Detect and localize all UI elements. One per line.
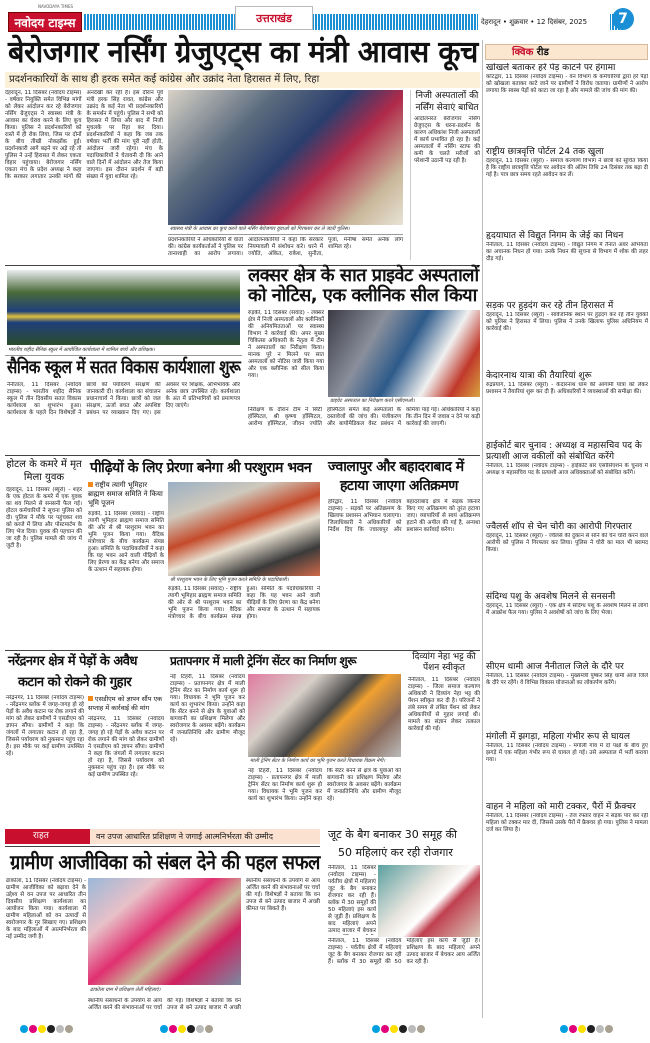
laksar-body-continued: निरीक्षण के दौरान टीम ने सिटी हॉस्पिटल, श्री कृष्णा हॉस्पिटल, आरोग्य हॉस्पिटल, जीवन ज्योति हॉस्पिटल समेत कई अस्पतालों के दस्तावेजों की जांच की। पंजीकरण और बायोमेडिकल वेस्ट प्रबंधन में कमियां पाई गईं। अधिकारियों ने कहा कि तीन दिन में जवाब न देने पर कड़ी कार्रवाई की जाएगी। [248,407,480,427]
narendranagar-kicker [88,695,164,713]
parshuram-headline: पीढ़ियों के लिए प्रेरणा बनेगा श्री परशुराम भवन [90,460,312,476]
hotel-body: देहरादून, 11 दिसंबर (ब्यूरो) - शहर के एक होटल के कमरे में एक युवक का शव मिलने से सनसनी फैल गई। होटल कर्मचारियों ने सूचना पुलिस को दी। पुलिस ने मौके पर पहुंचकर शव को कब्जे में लिया और पोस्टमार्टम के लिए भेज दिया। युवक की पहचान की जा रही है। पुलिस मामले की जांच में जुटी है। [6,487,82,549]
laksar-headline-line2: को नोटिस, एक क्लीनिक सील किया [248,285,477,306]
quick-read-headline: सीएम धामी आज नैनीताल जिले के दौरे पर [486,662,624,672]
pratapnagar-body-continued: नई टिहरी, 11 दिसंबर (नवोदय टाइम्स) - प्रतापनगर क्षेत्र में माली ट्रेनिंग सेंटर का निर्माण कार्य शुरू हो गया। विधायक ने भूमि पूजन कर कार्य का शुभारंभ किया। उन्होंने कहा कि सेंटर बनने से क्षेत्र के युवाओं को बागवानी का प्रशिक्षण मिलेगा और स्वरोजगार के अवसर बढ़ेंगे। कार्यक्रम में जनप्रतिनिधि और ग्रामीण मौजूद रहे। [248,768,401,802]
jute-headline-line2: 50 महिलाएं कर रही रोजगार [338,846,453,859]
parshuram-kicker [88,481,164,508]
lead-photo-caption: स्वास्थ्य मंत्री के आवास का कूच करने वाले नर्सिंग बेरोजगार युवाओं को गिरफ्तार कर ले जाती पुलिस। [170,226,350,232]
quick-read-title: रीड [536,47,549,58]
pratapnagar-body: नई टिहरी, 11 दिसंबर (नवोदय टाइम्स) - प्रतापनगर क्षेत्र में माली ट्रेनिंग सेंटर का निर्माण कार्य शुरू हो गया। विधायक ने भूमि पूजन कर कार्य का शुभारंभ किया। उन्होंने कहा कि सेंटर बनने से क्षेत्र के युवाओं को बागवानी का प्रशिक्षण मिलेगा और स्वरोजगार के अवसर बढ़ेंगे। कार्यक्रम में जनप्रतिनिधि और ग्रामीण मौजूद रहे। [170,674,245,743]
parshuram-side [88,481,164,648]
quick-read-headline: हृदयाघात से विद्युत निगम के जेई का निधन [486,231,624,241]
color-registration-dot [381,1025,389,1033]
color-registration-dot [205,1025,213,1033]
pratapnagar-caption: माली ट्रेनिंग सेंटर के निर्माण कार्य का भूमि पूजन करते विधायक विक्रम नेगी। [250,758,386,764]
gramin-body: ढाकोला, 11 दिसंबर (नवोदय टाइम्स) - ग्रामीण आजीविका को बढ़ावा देने के उद्देश्य से वन उपज पर आधारित तीन दिवसीय प्रशिक्षण कार्यशाला का आयोजन किया गया। कार्यशाला में ग्रामीण महिलाओं को वन उत्पादों से स्वरोजगार के गुर सिखाए गए। प्रशिक्षण के बाद महिलाओं में आत्मनिर्भरता की नई उम्मीद जगी है। [6,878,86,940]
quick-read-item [486,802,648,869]
color-registration-dot [417,1025,425,1033]
quick-read-header [485,44,648,60]
quick-read-body: कोटद्वार, 11 दिसंबर (नवोदय टाइम्स) - वन विभाग के कर्मचारियों द्वारा हरे पेड़ों को खोखला बताकर काटे जाने पर ग्रामीणों ने विरोध जताया। ग्रामीणों ने आरोप लगाया कि स्वस्थ पेड़ों को काटा जा रहा है और मामले की जांच की मांग की। [486,74,648,94]
color-registration-dot [408,1025,416,1033]
gramin-photo [88,878,241,985]
jute-body: नैनीताल, 11 दिसंबर (नवोदय टाइम्स) - पर्वतीय क्षेत्रों में महिलाएं जूट के बैग बनाकर रोजगार कर रही हैं। ब्लॉक में 30 समूहों की 50 महिलाएं इस कार्य से जुड़ी हैं। प्रशिक्षण के बाद महिलाएं अपने उत्पाद बाजार में बेचकर [328,865,376,934]
color-registration-dot [47,1025,55,1033]
quick-read-headline: मंगोली में झगड़ा, महिला गंभीर रूप से घायल [486,732,630,742]
sidebox [410,90,480,260]
color-registration-dot [605,1025,613,1033]
color-registration-dot [587,1025,595,1033]
quick-read-item [486,301,648,368]
quick-read-item [486,732,648,799]
bullet-square-icon [88,696,93,701]
neha-story [408,652,480,824]
hotel-headline: होटल के कमरे में मृत मिला युवक [6,459,82,483]
jute-photo [378,865,480,937]
quick-read-body: नैनीताल, 11 दिसंबर (नवोदय टाइम्स) - विद्युत निगम में तैनात अवर अभियंता का अचानक निधन हो गया। उनके निधन की सूचना से विभाग में शोक की लहर दौड़ गई। [486,242,648,262]
narendranagar-body-continued: नरेंद्रनगर, 11 दिसंबर (नवोदय टाइम्स) - नरेंद्रनगर ब्लॉक में जगह-जगह हो रहे पेड़ों के अवैध कटान पर रोक लगाने की मांग को लेकर ग्रामीणों ने एसडीएम को ज्ञापन सौंपा। ग्रामीणों ने कहा कि जंगलों में लगातार कटान हो रहा है, जिससे पर्यावरण को नुकसान पहुंच रहा है। इस मौके पर कई ग्रामीण उपस्थित रहे। [88,716,164,778]
quick-read-headline: हाईकोर्ट बार चुनाव : अध्यक्ष व महासचिव पद के प्रत्याशी आज वकीलों को संबोधित करेंगे [486,441,642,462]
quick-read-body: रुद्रप्रयाग, 11 दिसंबर (ब्यूरो) - केदारनाथ धाम की आगामी यात्रा को लेकर प्रशासन ने तैयारियां शुरू कर दी हैं। अधिकारियों ने व्यवस्थाओं की समीक्षा की। [486,382,648,395]
quick-read-body: देहरादून, 11 दिसंबर (ब्यूरो) - सार्वजनिक स्थान पर हुड़दंग कर रहे तीन युवकों को पुलिस ने हिरासत में लिया। पुलिस ने उनके खिलाफ पुलिस अधिनियम में कार्रवाई की। [486,312,648,332]
color-registration-dot [187,1025,195,1033]
parshuram-body-continued: रुड़की, 11 दिसंबर (संवाद) - राष्ट्रीय त्यागी भूमिहार ब्राह्मण समाज समिति की ओर से श्री परशुराम भवन का भूमि पूजन किया गया। वैदिक मंत्रोच्चार के बीच कार्यक्रम संपन्न हुआ। समिति के पदाधिकारियों ने कहा कि यह भवन आने वाली पीढ़ियों के लिए प्रेरणा का केंद्र बनेगा और समाज के उत्थान में सहायक होगा। [168,586,320,620]
lead-headline: बेरोजगार नर्सिंग ग्रेजुएट्स का मंत्री आवास कूच [8,35,478,70]
jute-headline-line1: जूट के बैग बनाकर 30 समूह की [328,828,457,841]
dateline: देहरादून • शुक्रवार • 12 दिसंबर, 2025 [478,14,610,30]
narendranagar-headline-line1: नरेंद्रनगर क्षेत्र में पेड़ों के अवैध [8,654,138,669]
quick-read-item [486,592,648,659]
laksar-body: रुड़की, 11 दिसंबर (संवाद) - लक्सर क्षेत्र में निजी अस्पतालों और क्लीनिकों की अनियमितताओं पर स्वास्थ्य विभाग ने कार्रवाई की। अपर मुख्य चिकित्सा अधिकारी के नेतृत्व में टीम ने अस्पतालों का निरीक्षण किया। मानक पूरे न मिलने पर सात अस्पतालों को नोटिस जारी किया गया और एक क्लीनिक को सील किया गया। [248,310,324,379]
quick-read-headline: राष्ट्रीय छात्रवृत्ति पोर्टल 24 तक खुला [486,147,604,157]
laksar-headline-line1: लक्सर क्षेत्र के सात प्राइवेट अस्पतालों [248,265,479,286]
lead-photo [168,90,403,225]
parshuram-caption: श्री परशुराम भवन के लिए भूमि पूजन करते समिति के पदाधिकारी। [170,577,289,583]
quick-read-body: नैनीताल, 11 दिसंबर (नवोदय टाइम्स) - तेज रफ्तार वाहन ने सड़क पार कर रही महिला को टक्कर मार दी, जिससे उसके पैरों में फ्रैक्चर हो गया। पुलिस ने मामला दर्ज कर लिया है। [486,813,648,833]
quick-read-list [486,63,648,1018]
sainik-photo [7,270,240,345]
color-registration-dot [390,1025,398,1033]
quick-read-title-red: क्विक [512,47,534,58]
neha-body: नैनीताल, 11 दिसंबर (नवोदय टाइम्स) - जिला समाज कल्याण अधिकारी ने दिव्यांग नेहा भट्ट की पेंशन स्वीकृत कर दी है। परिजनों ने लंबे समय से लंबित पेंशन को लेकर अधिकारियों से गुहार लगाई थी। मामले का संज्ञान लेकर तत्काल कार्रवाई की गई। [408,677,480,732]
color-registration-dot [399,1025,407,1033]
sidebox-title: निजी अस्पतालों की नर्सिंग सेवाएं बाधित [415,91,479,113]
quick-read-headline: ज्वैलर्स शॉप से चेन चोरी का आरोपी गिरफ्तार [486,522,632,532]
sidebox-body: आंदोलनरत बेरोजगार नर्सिंग ग्रेजुएट्स के धरना-प्रदर्शन के कारण अधिकांश निजी अस्पतालों में कार्य प्रभावित हो रहा है। कई अस्पतालों में नर्सिंग स्टाफ की कमी के चलते मरीजों को परेशानी उठानी पड़ रही है। [414,116,480,164]
gramin-headline: ग्रामीण आजीविका को संबल देने की पहल सफल [10,850,320,874]
laksar-photo [328,310,480,397]
banner [90,829,320,844]
quick-read-headline: वाहन ने महिला को मारी टक्कर, पैरों में फ्रैक्चर [486,802,636,812]
quick-read-item [486,662,648,729]
quick-read-item [486,441,648,519]
quick-read-item [486,63,648,144]
laksar-caption: प्राइवेट अस्पताल का निरीक्षण करते एसीएमओ। [330,398,415,404]
jute-body-continued: नैनीताल, 11 दिसंबर (नवोदय टाइम्स) - पर्वतीय क्षेत्रों में महिलाएं जूट के बैग बनाकर रोजगार कर रही हैं। ब्लॉक में 30 समूहों की 50 महिलाएं इस कार्य से जुड़ी हैं। प्रशिक्षण के बाद महिलाएं अपने उत्पाद बाजार में बेचकर आय अर्जित कर रही हैं। [328,938,480,965]
quick-read-body: देहरादून, 11 दिसंबर (ब्यूरो) - समाज कल्याण विभाग ने छात्रों को सूचित किया है कि राष्ट्रीय छात्रवृत्ति पोर्टल पर आवेदन की अंतिम तिथि 24 दिसंबर तक बढ़ा दी गई है। पात्र छात्र समय रहते आवेदन कर लें। [486,158,648,178]
quick-read-headline: खोखले बताकर हरे पेड़ काटने पर हंगामा [486,63,616,73]
lead-subhead: प्रदर्शनकारियों के साथ ही हरक समेत कई कांग्रेस और उक्रांद नेता हिरासत में लिए, रिहा [5,72,480,88]
quick-read-item [486,522,648,589]
parshuram-photo [168,482,320,576]
tagline: NAVODAYA TIMES [38,4,74,9]
color-registration-dot [372,1025,380,1033]
color-registration-dot [56,1025,64,1033]
color-registration-dot [178,1025,186,1033]
quick-read-body: नैनीताल, 11 दिसंबर (नवोदय टाइम्स) - हाईकोर्ट बार एसोसिएशन के चुनाव में अध्यक्ष व महासचिव पद के प्रत्याशी आज अधिवक्ताओं को संबोधित करेंगे। [486,463,648,476]
jwalapur-body: हरिद्वार, 11 दिसंबर (नवोदय टाइम्स) - सड़कों पर अतिक्रमण के खिलाफ प्रशासन अभियान चलाएगा। जिलाधिकारी ने अधिकारियों को निर्देश दिए कि ज्वालापुर और बहादराबाद क्षेत्र में सड़क किनारे किए गए अतिक्रमण को तुरंत हटाया जाए। व्यापारियों से स्वयं अतिक्रमण हटाने की अपील की गई है, अन्यथा प्रशासन कार्रवाई करेगा। [328,499,480,533]
narendranagar-body: नरेंद्रनगर, 11 दिसंबर (नवोदय टाइम्स) - नरेंद्रनगर ब्लॉक में जगह-जगह हो रहे पेड़ों के अवैध कटान पर रोक लगाने की मांग को लेकर ग्रामीणों ने एसडीएम को ज्ञापन सौंपा। ग्रामीणों ने कहा कि जंगलों में लगातार कटान हो रहा है, जिससे पर्यावरण को नुकसान पहुंच रहा है। इस मौके पर कई ग्रामीण उपस्थित रहे। [6,695,84,757]
color-registration-dot [20,1025,28,1033]
gramin-caption: ढाकोला ग्राम में प्रशिक्षण लेतीं महिलाएं। [90,987,161,993]
quick-read-headline: संदिग्ध पशु के अवशेष मिलने से सनसनी [486,592,616,602]
page-number: 7 [612,8,634,30]
color-registration-dot [160,1025,168,1033]
narendranagar-headline-line2: कटान को रोकने की गुहार [18,675,132,690]
color-registration-dot [578,1025,586,1033]
sainik-caption: भारतीय शहीद सैनिक स्कूल में आयोजित कार्यशाला में शामिल बच्चे और प्रशिक्षक। [8,347,155,353]
parshuram-kicker-text: राष्ट्रीय त्यागी भूमिहार ब्राह्मण समाज समिति ने किया भूमि पूजन [88,481,163,507]
sainik-body: नैनीताल, 11 दिसंबर (नवोदय टाइम्स) - भारतीय शहीद सैनिक स्कूल में तीन दिवसीय सतत विकास कार्यशाला का शुभारंभ हुआ। कार्यशाला के पहले दिन विशेषज्ञों ने छात्रों को पर्यावरण संरक्षण की जानकारी दी। कार्यशाला का संचालन प्रधानाचार्य ने किया। छात्रों को जल संरक्षण, ऊर्जा बचत और अपशिष्ट प्रबंधन पर व्याख्यान दिए गए। इस अवसर पर शिक्षक, अभिभावक और अनेक छात्र उपस्थित रहे। कार्यशाला के अंत में प्रतिभागियों को प्रमाणपत्र दिए जाएंगे। [7,382,240,416]
neha-headline: दिव्यांग नेहा भट्ट की पेंशन स्वीकृत [412,652,476,673]
banner-text: वन उपज आधारित प्रशिक्षण ने जगाई आत्मनिर्भरता की उम्मीद [96,832,273,841]
color-registration-dot [596,1025,604,1033]
narendranagar-kicker-text: एसडीएम को ज्ञापन सौंप एक सप्ताह में कार्रवाई की मांग [88,695,163,712]
lead-body: देहरादून, 11 दिसंबर (नवोदय टाइम्स) - वर्षवार नियुक्ति समेत विभिन्न मांगों को लेकर आंदोलन कर रहे बेरोजगार नर्सिंग ग्रेजुएट्स ने स्वास्थ्य मंत्री के आवास का घेराव करने के लिए कूच किया। पुलिस ने प्रदर्शनकारियों को रास्ते में ही रोक लिया, जिस पर दोनों के बीच तीखी नोकझोंक हुई। प्रदर्शनकारी आगे बढ़ने पर अड़े रहे तो पुलिस ने उन्हें हिरासत में लेकर एकता विहार पहुंचाया। बेरोजगार नर्सिंग एकता मंच के प्रदेश अध्यक्ष ने कहा कि सरकार लगातार उनकी मांगों की अनदेखी कर रही है। इस दौरान पूर्व मंत्री हरक सिंह रावत, कांग्रेस और उक्रांद के कई नेता भी प्रदर्शनकारियों के समर्थन में पहुंचे। पुलिस ने सभी को हिरासत में लिया और बाद में निजी मुचलके पर रिहा कर दिया। प्रदर्शनकारियों ने कहा कि जब तक वर्षवार भर्ती की मांग पूरी नहीं होती, आंदोलन जारी रहेगा। मंच के पदाधिकारियों ने चेतावनी दी कि आने वाले दिनों में आंदोलन और तेज किया जाएगा। इस दौरान प्रदर्शन में बड़ी संख्या में युवा शामिल रहे। [5,90,163,180]
banner-label: राहत [5,829,90,844]
bullet-square-icon [88,482,93,487]
quick-read-headline: केदारनाथ यात्रा की तैयारियां शुरू [486,371,592,381]
sainik-headline: सैनिक स्कूल में सतत विकास कार्यशाला शुरू [7,357,241,378]
hotel-story [6,458,82,648]
quick-read-body: नैनीताल, 11 दिसंबर (नवोदय टाइम्स) - मंगोली गांव में दो पक्षों के बीच हुए झगड़े में एक महिला गंभीर रूप से घायल हो गई। उसे अस्पताल में भर्ती कराया गया। [486,743,648,763]
narendranagar-side [88,695,164,825]
quick-read-body: देहरादून, 11 दिसंबर (ब्यूरो) - ज्वैलर्स की दुकान से सोने की चेन चोरी करने वाले आरोपी को पुलिस ने गिरफ्तार कर लिया। पुलिस ने चोरी का माल भी बरामद किया। [486,533,648,553]
quick-read-item [486,231,648,298]
jwalapur-headline-line2: हटाया जाएगा अतिक्रमण [340,478,458,494]
jwalapur-headline-line1: ज्वालापुर और बहादराबाद में [328,459,464,475]
color-registration-dot [560,1025,568,1033]
parshuram-body: रुड़की, 11 दिसंबर (संवाद) - राष्ट्रीय त्यागी भूमिहार ब्राह्मण समाज समिति की ओर से श्री परशुराम भवन का भूमि पूजन किया गया। वैदिक मंत्रोच्चार के बीच कार्यक्रम संपन्न हुआ। समिति के पदाधिकारियों ने कहा कि यह भवन आने वाली पीढ़ियों के लिए प्रेरणा का केंद्र बनेगा और समाज के उत्थान में सहायक होगा। [88,511,164,573]
quick-read-headline: सड़क पर हुड़दंग कर रहे तीन हिरासत में [486,301,614,311]
pratapnagar-photo [248,674,401,757]
color-registration-dot [38,1025,46,1033]
section-tab: उत्तराखंड [235,6,313,30]
lead-body-continued: प्रदर्शनकारियों ने अधिकारियों से वार्ता की। कांग्रेस कार्यकर्ताओं ने पुलिस पर तानाशाही का आरोप लगाया। आंदोलनकारियों ने कहा कि सरकार नियमावली में संशोधन करे। धरने में ज्योति, अंकित, राकेश, सुनीता, पूजा, मनीषा समेत अनेक लोग शामिल रहे। [168,237,403,257]
color-registration-dot [569,1025,577,1033]
newspaper-logo: नवोदय टाइम्स [8,12,82,32]
color-registration-dot [169,1025,177,1033]
gramin-body-column3: स्थानीय संसाधनों के उपयोग से आय अर्जित करने की संभावनाओं पर चर्चा की गई। विशेषज्ञों ने बताया कि वन उपज से बने उत्पाद बाजार में अच्छी कीमत पर बिकते हैं। [246,878,320,912]
color-registration-dot [65,1025,73,1033]
quick-read-item [486,147,648,228]
quick-read-body: देहरादून, 11 दिसंबर (ब्यूरो) - एक क्षेत्र में संदिग्ध पशु के अवशेष मिलने से लोगों में आक्रोश फैल गया। पुलिस ने अवशेषों को जांच के लिए भेजा। [486,603,648,616]
gramin-body-continued: स्थानीय संसाधनों के उपयोग से आय अर्जित करने की संभावनाओं पर चर्चा की गई। विशेषज्ञों ने बताया कि वन उपज से बने उत्पाद बाजार में अच्छी [88,998,241,1011]
pratapnagar-headline: प्रतापनगर में माली ट्रेनिंग सेंटर का निर्माण शुरू [170,654,357,668]
quick-read-item [486,371,648,438]
quick-read-body: नैनीताल, 11 दिसंबर (नवोदय टाइम्स) - मुख्यमंत्री पुष्कर सिंह धामी आज जिले के दौरे पर रहेंगे। वे विभिन्न विकास योजनाओं का लोकार्पण करेंगे। [486,673,648,686]
color-registration-dot [29,1025,37,1033]
color-registration-dot [196,1025,204,1033]
